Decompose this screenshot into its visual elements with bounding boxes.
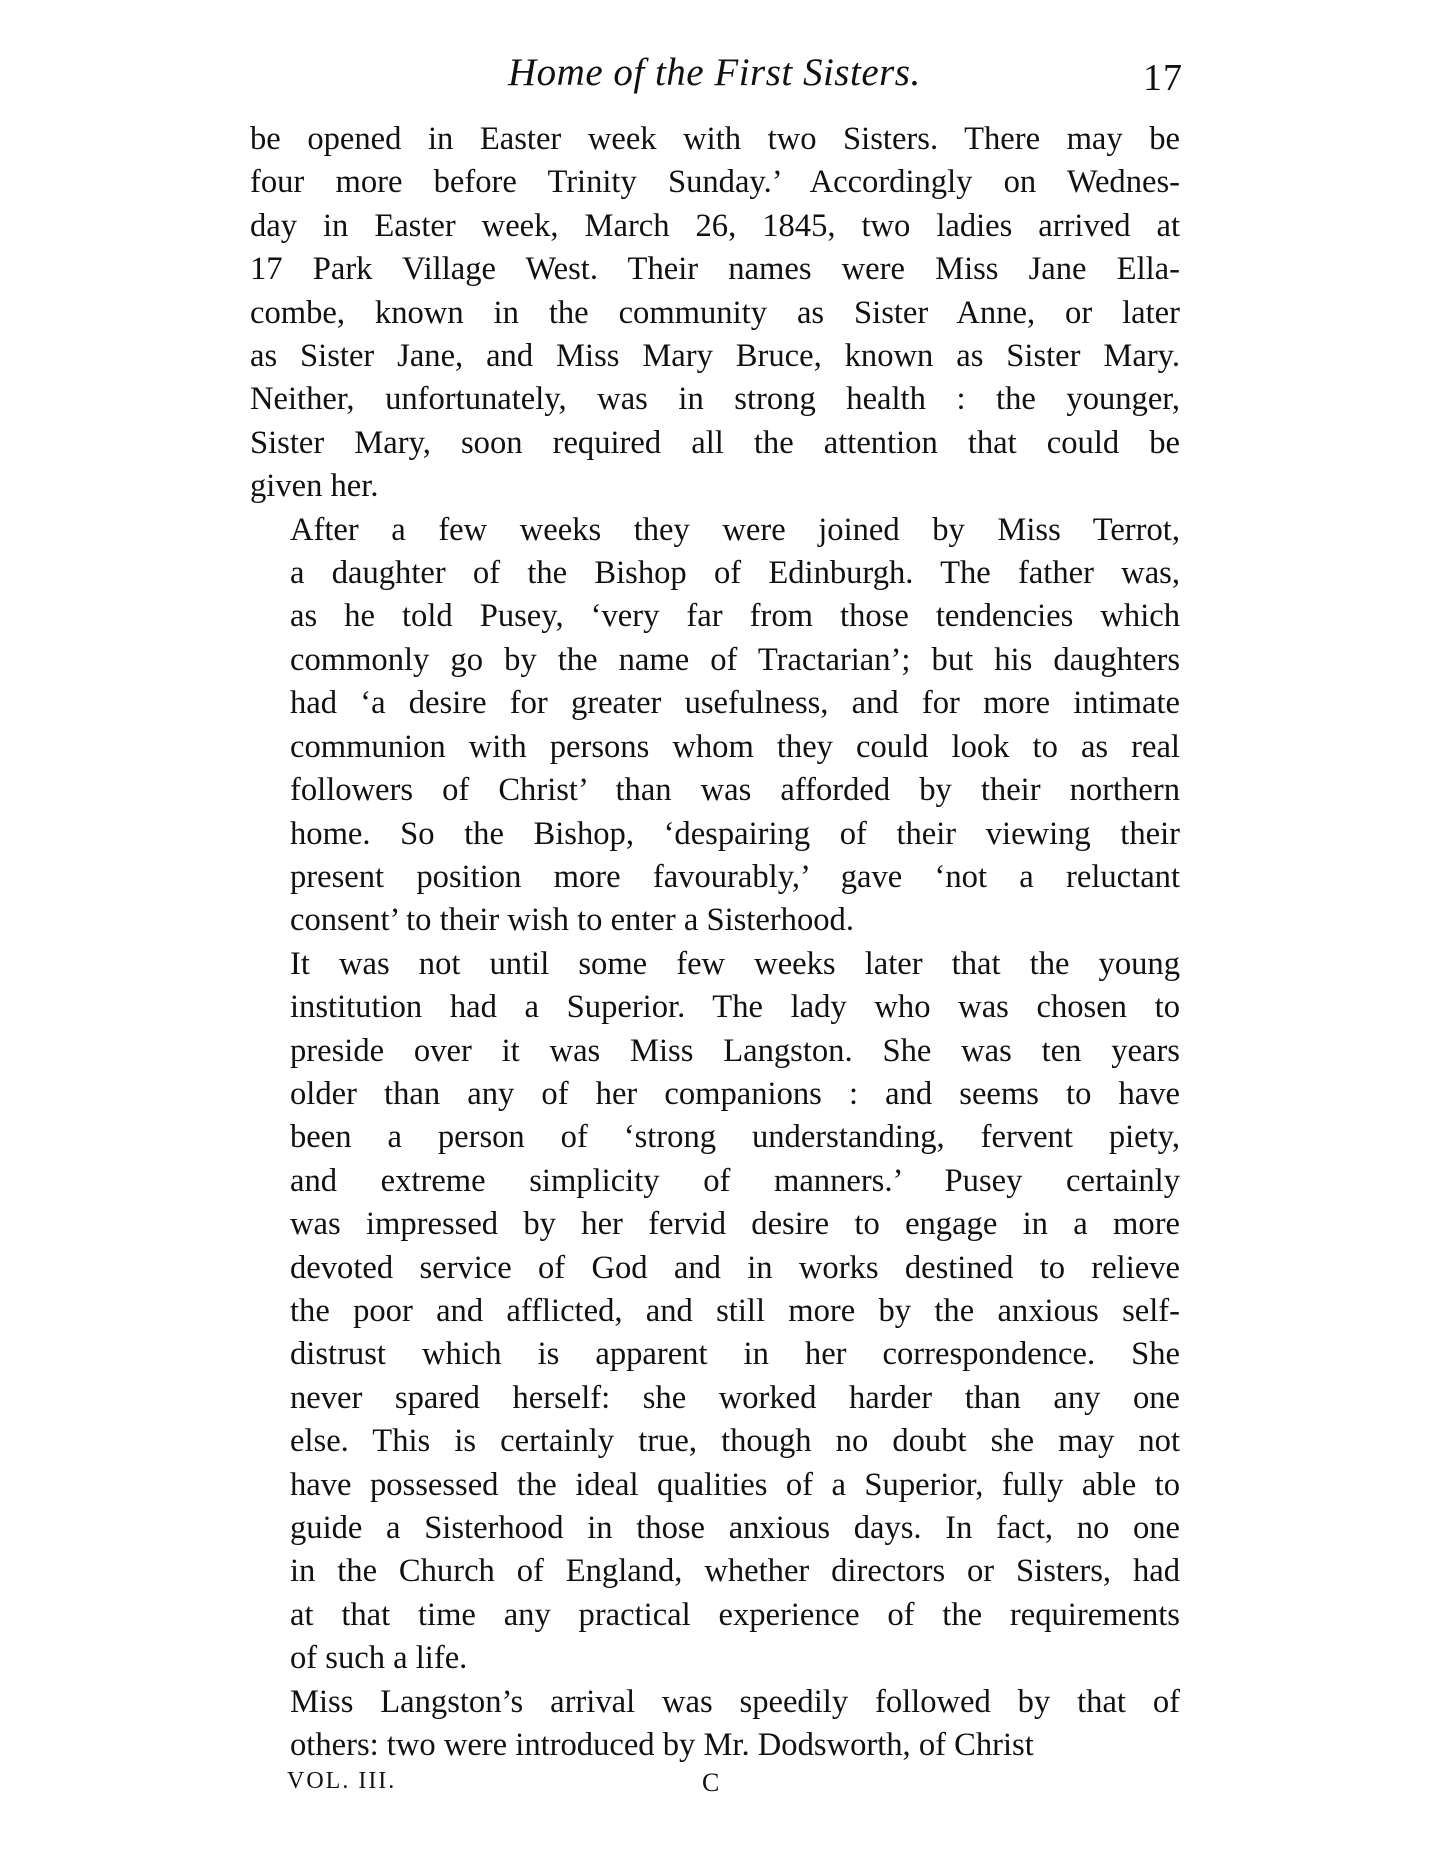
paragraph bbox=[250, 1681, 1180, 1768]
text-line: given her. bbox=[250, 468, 379, 505]
text-line: After a few weeks they were joined by Miss Terrot, bbox=[290, 511, 1180, 548]
text-line: Miss Langston’s arrival was speedily followed by that of bbox=[290, 1683, 1180, 1720]
text-line: and extreme simplicity of manners.’ Pusey certainly bbox=[290, 1162, 1180, 1199]
running-title: Home of the First Sisters. bbox=[508, 51, 921, 94]
text-line: 17 Park Village West. Their names were Miss Jane Ella- bbox=[250, 251, 1180, 288]
text-line: older than any of her companions : and seems to have bbox=[290, 1075, 1180, 1112]
text-line: have possessed the ideal qualities of a Superior, fully able to bbox=[290, 1466, 1180, 1503]
text-line: at that time any practical experience of the requirements bbox=[290, 1596, 1180, 1633]
page-number: 17 bbox=[1143, 57, 1183, 99]
text-line: distrust which is apparent in her correspondence. She bbox=[290, 1336, 1180, 1373]
text-line: in the Church of England, whether directors or Sisters, had bbox=[290, 1553, 1180, 1590]
text-line: It was not until some few weeks later that the young bbox=[290, 945, 1180, 982]
text-line: had ‘a desire for greater usefulness, and for more intimate bbox=[290, 685, 1180, 722]
paragraph bbox=[250, 943, 1180, 1681]
text-line: followers of Christ’ than was afforded by their northern bbox=[290, 772, 1180, 809]
running-head bbox=[0, 50, 1445, 100]
text-line: Sister Mary, soon required all the attention that could be bbox=[250, 424, 1180, 461]
text-line: devoted service of God and in works destined to relieve bbox=[290, 1249, 1180, 1286]
text-line: as Sister Jane, and Miss Mary Bruce, known as Sister Mary. bbox=[250, 338, 1180, 375]
paragraph bbox=[250, 118, 1180, 509]
text-line: others: two were introduced by Mr. Dodsworth, of Christ bbox=[290, 1727, 1034, 1764]
text-line: else. This is certainly true, though no doubt she may not bbox=[290, 1423, 1180, 1460]
volume-marker: VOL. III. bbox=[287, 1768, 397, 1794]
text-line: as he told Pusey, ‘very far from those tendencies which bbox=[290, 598, 1180, 635]
text-line: be opened in Easter week with two Sisters. There may be bbox=[250, 121, 1180, 157]
text-line: home. So the Bishop, ‘despairing of their viewing their bbox=[290, 815, 1180, 852]
text-line: consent’ to their wish to enter a Sisterhood. bbox=[290, 902, 854, 939]
signature-mark: C bbox=[702, 1768, 720, 1797]
text-line: the poor and afflicted, and still more by the anxious self- bbox=[290, 1292, 1180, 1329]
signature-line bbox=[0, 1768, 1445, 1808]
text-line: guide a Sisterhood in those anxious days. In fact, no one bbox=[290, 1510, 1180, 1546]
text-line: four more before Trinity Sunday.’ Accordingly on Wednes- bbox=[250, 164, 1180, 201]
text-line: institution had a Superior. The lady who was chosen to bbox=[290, 989, 1180, 1026]
paragraph bbox=[250, 509, 1180, 943]
text-line: been a person of ‘strong understanding, fervent piety, bbox=[290, 1119, 1180, 1156]
text-line: day in Easter week, March 26, 1845, two ladies arrived at bbox=[250, 207, 1180, 244]
text-line: was impressed by her fervid desire to engage in a more bbox=[290, 1206, 1180, 1243]
text-line: preside over it was Miss Langston. She was ten years bbox=[290, 1032, 1180, 1069]
text-line: present position more favourably,’ gave ‘not a reluctant bbox=[290, 858, 1180, 895]
body-text bbox=[250, 118, 1180, 1767]
text-line: commonly go by the name of Tractarian’; but his daughters bbox=[290, 641, 1180, 678]
text-line: combe, known in the community as Sister Anne, or later bbox=[250, 294, 1180, 331]
text-line: a daughter of the Bishop of Edinburgh. The father was, bbox=[290, 555, 1180, 592]
text-line: Neither, unfortunately, was in strong health : the younger, bbox=[250, 381, 1180, 418]
text-line: never spared herself: she worked harder than any one bbox=[290, 1379, 1180, 1416]
text-line: of such a life. bbox=[290, 1640, 468, 1677]
text-line: communion with persons whom they could look to as real bbox=[290, 728, 1180, 765]
